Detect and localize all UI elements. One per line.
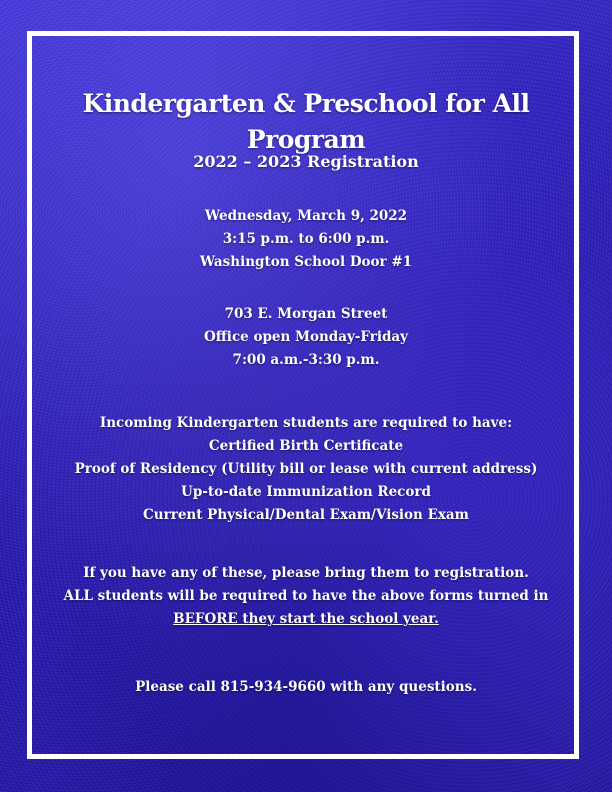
event-location: Washington School Door #1 xyxy=(199,254,413,270)
requirement-item: Certified Birth Certificate xyxy=(208,438,404,454)
requirement-item: Up-to-date Immunization Record xyxy=(181,484,431,500)
office-hours: 7:00 a.m.-3:30 p.m. xyxy=(232,352,380,368)
requirements-section xyxy=(40,412,572,527)
event-details xyxy=(40,205,572,274)
contact-line: Please call 815-934-9660 with any questions. xyxy=(135,679,477,695)
requirements-heading: Incoming Kindergarten students are required to have: xyxy=(99,415,513,431)
requirement-item: Proof of Residency (Utility bill or lease with current address) xyxy=(74,461,538,477)
office-address: 703 E. Morgan Street xyxy=(224,306,388,322)
notice-line-3: BEFORE they start the school year. xyxy=(173,611,439,627)
event-time: 3:15 p.m. to 6:00 p.m. xyxy=(222,231,390,247)
office-days: Office open Monday-Friday xyxy=(203,329,409,345)
flyer-title: Kindergarten & Preschool for All Program xyxy=(82,89,530,154)
notice-line-1: If you have any of these, please bring them to registration. xyxy=(83,565,529,581)
office-details xyxy=(40,303,572,372)
event-date: Wednesday, March 9, 2022 xyxy=(204,208,408,224)
notice-line-2: ALL students will be required to have the above forms turned in xyxy=(63,588,549,604)
notice-section xyxy=(40,562,572,631)
requirement-item: Current Physical/Dental Exam/Vision Exam xyxy=(143,507,469,523)
registration-year: 2022 – 2023 Registration xyxy=(193,152,419,171)
